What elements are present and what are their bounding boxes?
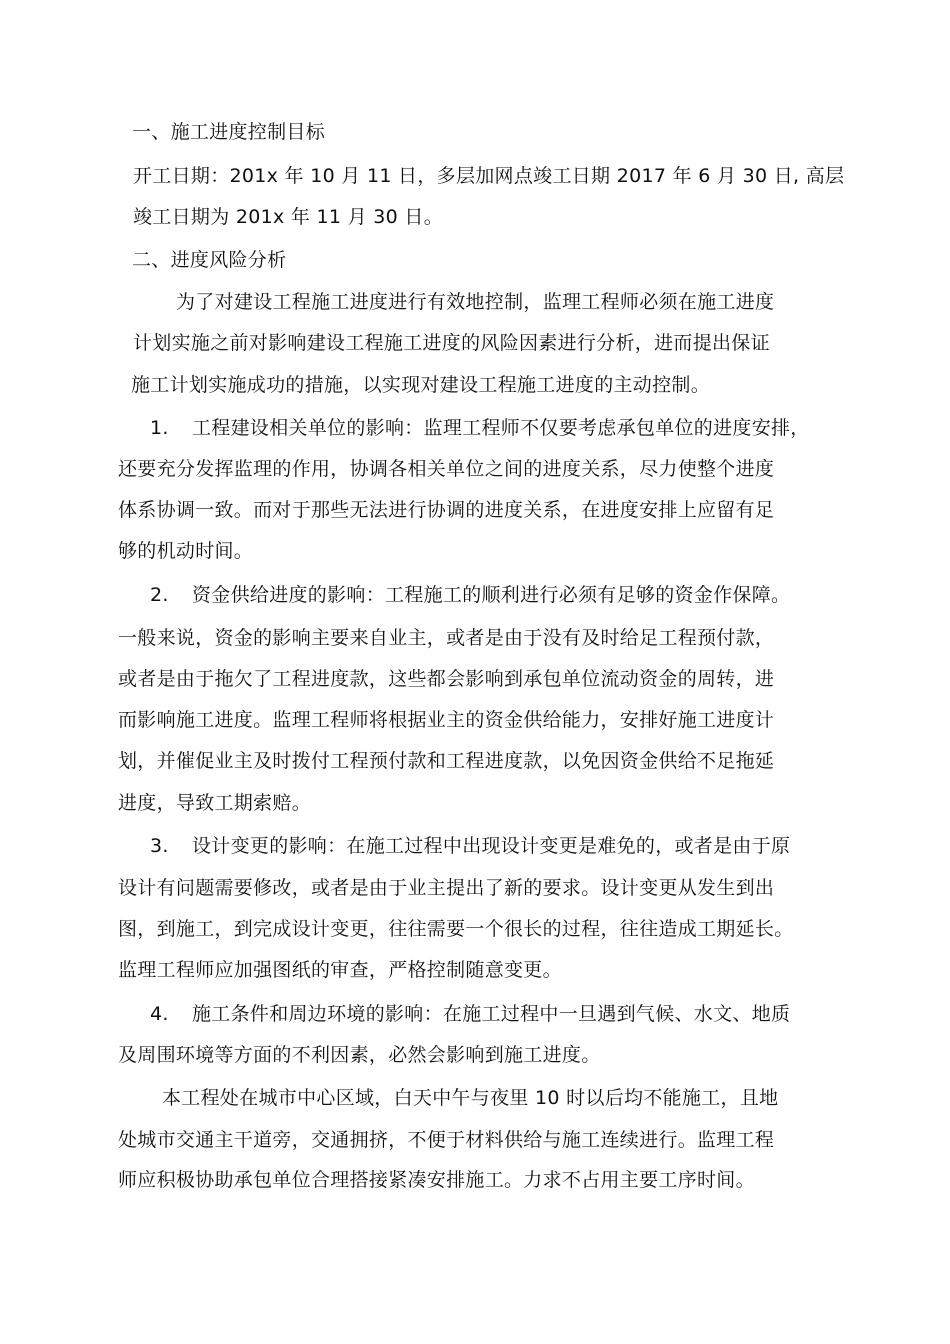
paragraph-line: 本工程处在城市中心区域，白天中午与夜里 10 时以后均不能施工，且地 [162,1087,779,1109]
section-2-heading: 二、进度风险分析 [132,249,287,271]
paragraph-line: 而影响施工进度。监理工程师将根据业主的资金供给能力，安排好施工进度计 [118,709,775,731]
paragraph-line: 监理工程师应加强图纸的审查，严格控制随意变更。 [118,959,562,981]
paragraph-line: 施工计划实施成功的措施，以实现对建设工程施工进度的主动控制。 [131,374,711,396]
paragraph-line: 还要充分发挥监理的作用，协调各相关单位之间的进度关系，尽力使整个进度 [118,458,775,480]
paragraph-line: 划，并催促业主及时拨付工程预付款和工程进度款，以免因资金供给不足拖延 [118,750,775,772]
paragraph-line: 资金供给进度的影响：工程施工的顺利进行必须有足够的资金作保障。 [192,584,791,606]
paragraph-line: 为了对建设工程施工进度进行有效地控制，监理工程师必须在施工进度 [176,291,775,313]
section-1-heading: 一、施工进度控制目标 [132,121,326,143]
paragraph-line: 工程建设相关单位的影响：监理工程师不仅要考虑承包单位的进度安排， [192,417,810,439]
paragraph-line: 或者是由于拖欠了工程进度款，这些都会影响到承包单位流动资金的周转，进 [118,668,775,690]
paragraph-line: 图，到施工，到完成设计变更，往往需要一个很长的过程，往往造成工期延长。 [118,918,794,940]
paragraph-line: 施工条件和周边环境的影响：在施工过程中一旦遇到气候、水文、地质 [192,1003,791,1025]
paragraph-line: 及周围环境等方面的不利因素，必然会影响到施工进度。 [118,1044,601,1066]
paragraph-line: 够的机动时间。 [118,540,254,562]
paragraph-line: 进度，导致工期索赔。 [118,792,312,814]
paragraph-line: 处城市交通主干道旁，交通拥挤，不便于材料供给与施工连续进行。监理工程 [118,1129,775,1151]
paragraph-line: 竣工日期为 201x 年 11 月 30 日。 [133,206,444,228]
list-number: 1. [150,417,169,439]
paragraph-line: 师应积极协助承包单位合理搭接紧凑安排施工。力求不占用主要工序时间。 [118,1169,755,1191]
list-number: 2. [150,584,169,606]
list-number: 3. [150,835,169,857]
paragraph-line: 开工日期：201x 年 10 月 11 日，多层加网点竣工日期 2017 年 6 月 30 日, 高层 [133,165,845,187]
paragraph-line: 设计变更的影响：在施工过程中出现设计变更是难免的，或者是由于原 [192,835,791,857]
paragraph-line: 设计有问题需要修改，或者是由于业主提出了新的要求。设计变更从发生到出 [118,877,775,899]
paragraph-line: 计划实施之前对影响建设工程施工进度的风险因素进行分析，进而提出保证 [133,332,770,354]
paragraph-line: 体系协调一致。而对于那些无法进行协调的进度关系，在进度安排上应留有足 [118,499,775,521]
list-number: 4. [150,1003,169,1025]
paragraph-line: 一般来说，资金的影响主要来自业主，或者是由于没有及时给足工程预付款， [118,627,775,649]
